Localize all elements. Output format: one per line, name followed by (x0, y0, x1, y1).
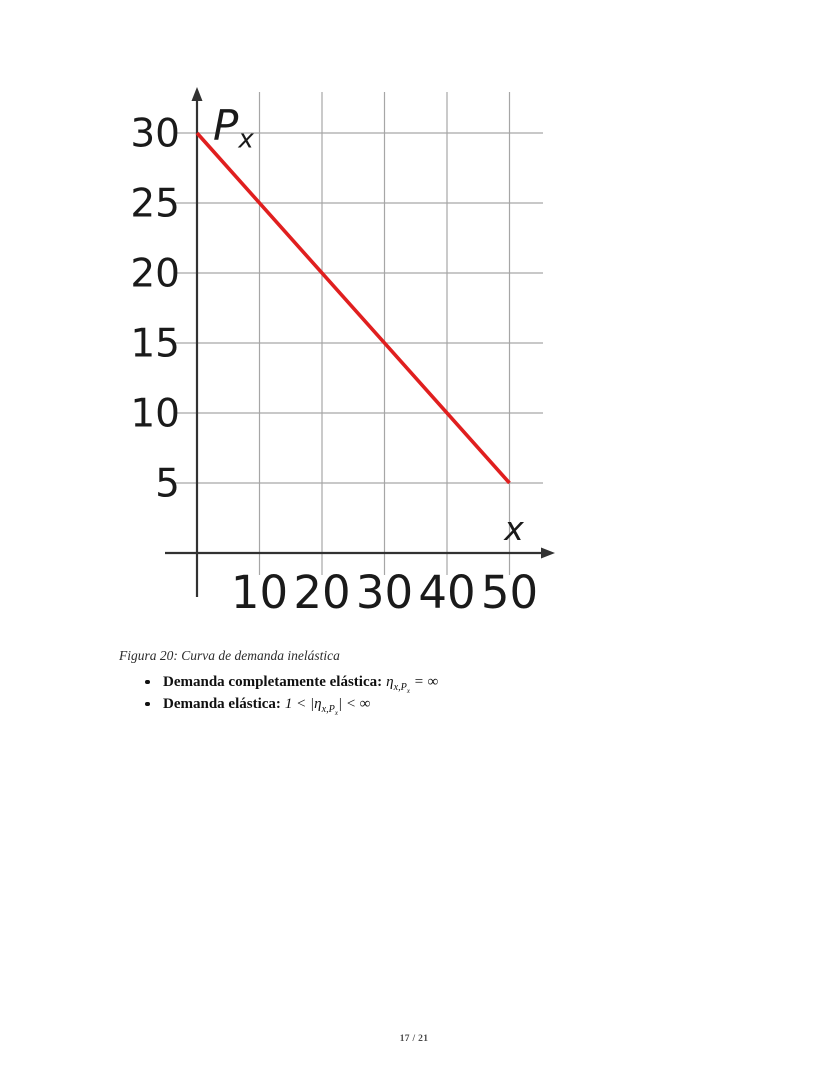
y-axis-label: Px (213, 101, 254, 155)
bullet-item (144, 693, 704, 718)
y-tick-label: 20 (130, 251, 180, 297)
bullet-math: $1 < |\eta_{x,P_x}|$ < ∞ (284, 696, 371, 718)
bullet-item (144, 671, 704, 696)
bullet-label: Demanda completamente elástica: (163, 674, 383, 690)
y-tick-label: 5 (155, 461, 180, 507)
bullet-list (144, 671, 704, 718)
bullet-dot-icon (145, 680, 150, 685)
x-tick-label: 10 (230, 566, 289, 619)
x-tick-label: 20 (293, 566, 351, 619)
x-axis-label: x (504, 509, 524, 548)
x-tick-label: 50 (480, 566, 539, 619)
figure-image (118, 82, 560, 628)
y-axis-arrow-icon (192, 87, 203, 101)
x-axis-arrow-icon (541, 548, 555, 559)
y-tick-label: 10 (130, 391, 180, 437)
x-tick-label: 40 (418, 566, 476, 619)
bullet-label: Demanda elástica: (163, 696, 281, 712)
demand-curve-line (197, 133, 510, 483)
x-tick-label: 30 (355, 566, 414, 619)
y-tick-label: 15 (130, 321, 180, 367)
y-tick-label: 25 (130, 181, 180, 227)
bullet-math: $\eta_{x,P_x}$ = ∞ (386, 674, 439, 696)
y-tick-label: 30 (130, 111, 180, 157)
figure-caption: Figura 20: Curva de demanda inelástica (119, 648, 340, 663)
page-number: 17 / 21 (399, 1034, 429, 1044)
bullet-dot-icon (145, 702, 150, 707)
demand-curve-chart (118, 82, 560, 628)
